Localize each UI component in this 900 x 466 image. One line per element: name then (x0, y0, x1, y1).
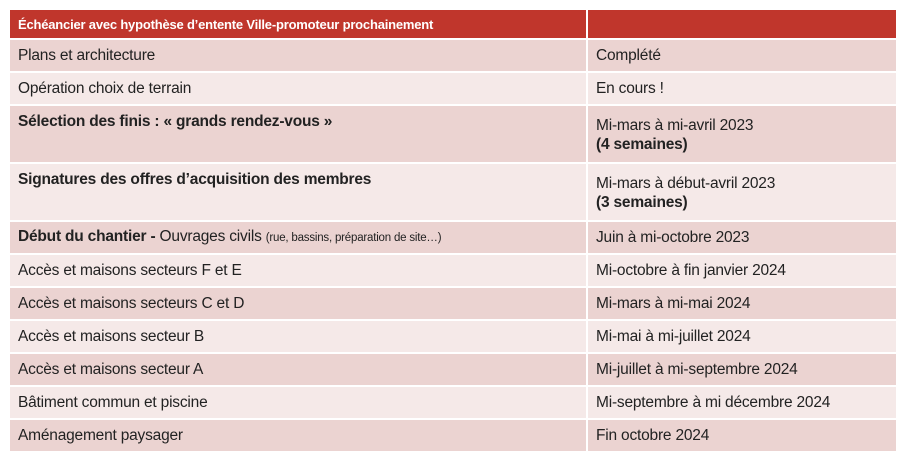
date-cell (587, 105, 897, 163)
duration-text: (3 semaines) (596, 194, 688, 211)
table-row (9, 386, 897, 419)
table-row (9, 163, 897, 221)
table-row (9, 221, 897, 254)
date-cell: Mi-mai à mi-juillet 2024 (587, 320, 897, 353)
date-cell: Juin à mi-octobre 2023 (587, 221, 897, 254)
date-cell: Fin octobre 2024 (587, 419, 897, 452)
header-right (587, 9, 897, 39)
task-cell: Bâtiment commun et piscine (9, 386, 587, 419)
task-detail: Ouvrages civils (155, 228, 266, 245)
table-row (9, 320, 897, 353)
task-cell: Opération choix de terrain (9, 72, 587, 105)
header-row (9, 9, 897, 39)
task-cell (9, 221, 587, 254)
task-note: (rue, bassins, préparation de site…) (265, 232, 442, 244)
task-cell: Accès et maisons secteurs F et E (9, 254, 587, 287)
task-cell: Sélection des finis : « grands rendez-vous » (9, 105, 587, 163)
date-cell: Mi-mars à mi-mai 2024 (587, 287, 897, 320)
task-cell: Accès et maisons secteur A (9, 353, 587, 386)
table-row (9, 254, 897, 287)
task-cell: Signatures des offres d’acquisition des membres (9, 163, 587, 221)
date-text: Mi-mars à début-avril 2023 (596, 175, 776, 192)
table-row (9, 287, 897, 320)
date-cell: Mi-juillet à mi-septembre 2024 (587, 353, 897, 386)
table-row (9, 353, 897, 386)
header-title: Échéancier avec hypothèse d’entente Ville-promoteur prochainement (9, 9, 587, 39)
task-cell: Accès et maisons secteur B (9, 320, 587, 353)
task-cell: Accès et maisons secteurs C et D (9, 287, 587, 320)
table-row (9, 105, 897, 163)
date-cell (587, 163, 897, 221)
task-cell: Aménagement paysager (9, 419, 587, 452)
date-cell: Complété (587, 39, 897, 72)
date-cell: Mi-octobre à fin janvier 2024 (587, 254, 897, 287)
date-text: Mi-mars à mi-avril 2023 (596, 117, 754, 134)
date-cell: En cours ! (587, 72, 897, 105)
duration-text: (4 semaines) (596, 136, 688, 153)
date-cell: Mi-septembre à mi décembre 2024 (587, 386, 897, 419)
table-row (9, 39, 897, 72)
table-row (9, 72, 897, 105)
task-cell: Plans et architecture (9, 39, 587, 72)
task-bold: Début du chantier - (18, 228, 156, 245)
schedule-table (8, 8, 898, 453)
table-row (9, 419, 897, 452)
